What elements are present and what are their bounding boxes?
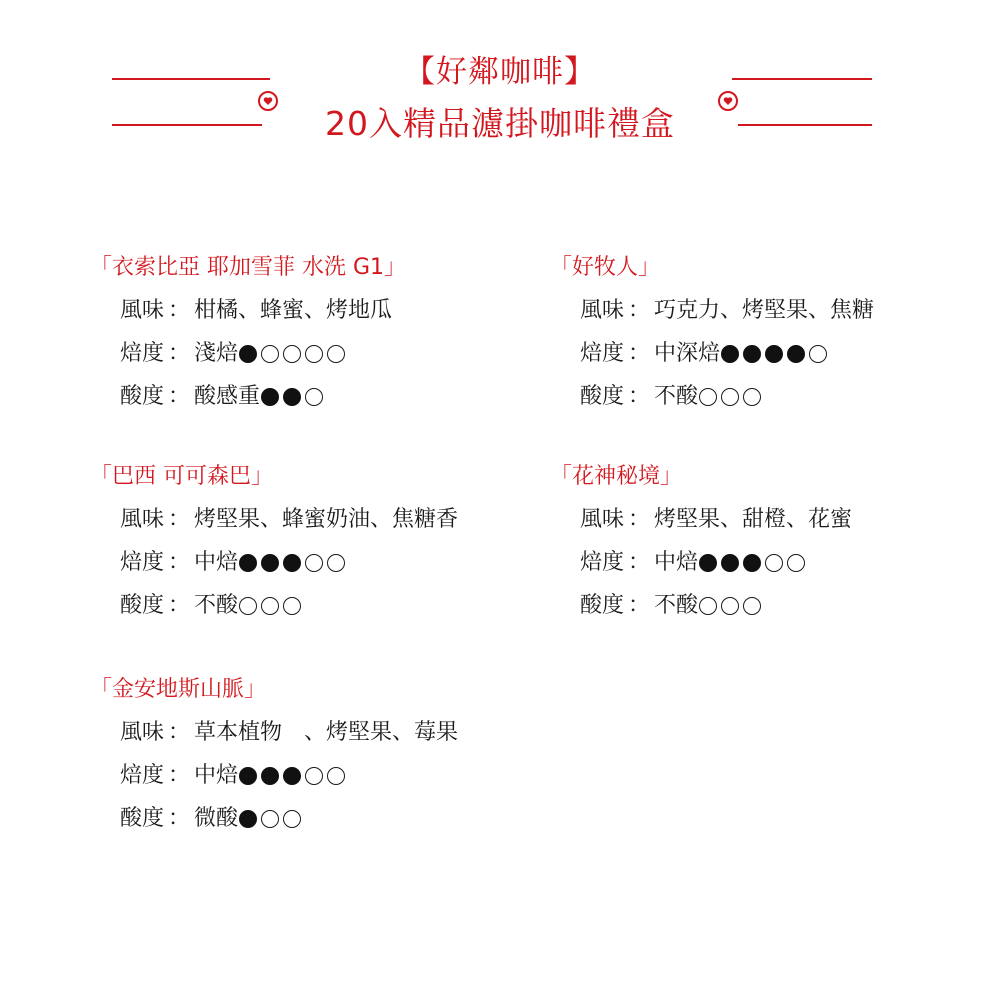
coffee-name: 「巴西 可可森巴」: [90, 464, 273, 489]
flavor-label: 風味: [580, 298, 625, 323]
roast-rating: [721, 342, 831, 372]
roast-label: 焙度: [120, 550, 165, 575]
acidity-row: [580, 382, 874, 412]
colon: ：: [628, 507, 651, 532]
rating-dot-empty: [305, 388, 323, 406]
acidity-rating: [699, 594, 765, 624]
acidity-value: 不酸: [194, 593, 239, 618]
rating-dot-empty: [699, 388, 717, 406]
rating-dot-filled: [721, 345, 739, 363]
colon: ：: [168, 507, 191, 532]
acidity-label: 酸度: [120, 593, 165, 618]
acidity-rating: [261, 385, 327, 415]
acidity-row: [120, 382, 406, 412]
colon: ：: [168, 763, 191, 788]
flavor-value: 烤堅果、蜂蜜奶油、焦糖香: [194, 507, 459, 532]
acidity-label: 酸度: [580, 384, 625, 409]
rating-dot-empty: [809, 345, 827, 363]
acidity-value: 微酸: [194, 806, 239, 831]
flavor-label: 風味: [120, 298, 165, 323]
roast-row: [120, 548, 458, 578]
rating-dot-empty: [787, 554, 805, 572]
rating-dot-filled: [239, 810, 257, 828]
roast-label: 焙度: [580, 341, 625, 366]
acidity-rating: [239, 594, 305, 624]
colon: ：: [628, 298, 651, 323]
rating-dot-empty: [721, 597, 739, 615]
roast-row: [120, 339, 406, 369]
rating-dot-empty: [721, 388, 739, 406]
roast-rating: [239, 551, 349, 581]
roast-label: 焙度: [120, 763, 165, 788]
rating-dot-empty: [283, 345, 301, 363]
colon: ：: [168, 550, 191, 575]
flavor-row: [580, 296, 874, 326]
rating-dot-empty: [283, 810, 301, 828]
rating-dot-empty: [305, 554, 323, 572]
rating-dot-filled: [699, 554, 717, 572]
rating-dot-empty: [261, 810, 279, 828]
rating-dot-filled: [283, 767, 301, 785]
rating-dot-empty: [699, 597, 717, 615]
header: [0, 0, 1000, 170]
flavor-label: 風味: [120, 507, 165, 532]
roast-value: 中焙: [194, 550, 239, 575]
rating-dot-filled: [743, 554, 761, 572]
roast-value: 淺焙: [194, 341, 239, 366]
flavor-value: 烤堅果、甜橙、花蜜: [654, 507, 853, 532]
acidity-value: 不酸: [654, 384, 699, 409]
acidity-label: 酸度: [120, 384, 165, 409]
roast-label: 焙度: [580, 550, 625, 575]
colon: ：: [628, 341, 651, 366]
colon: ：: [168, 720, 191, 745]
colon: ：: [628, 550, 651, 575]
roast-rating: [699, 551, 809, 581]
colon: ：: [168, 298, 191, 323]
rating-dot-empty: [239, 597, 257, 615]
page-title-brand: 【好鄰咖啡】: [404, 54, 596, 90]
roast-label: 焙度: [120, 341, 165, 366]
flavor-row: [120, 296, 406, 326]
acidity-label: 酸度: [120, 806, 165, 831]
rating-dot-filled: [743, 345, 761, 363]
coffee-entry: [90, 462, 459, 621]
acidity-row: [580, 591, 852, 621]
page-title-product: 20入精品濾掛咖啡禮盒: [325, 104, 675, 143]
roast-row: [580, 339, 874, 369]
rating-dot-empty: [261, 345, 279, 363]
colon: ：: [168, 806, 191, 831]
colon: ：: [628, 593, 651, 618]
rating-dot-filled: [765, 345, 783, 363]
colon: ：: [168, 341, 191, 366]
rating-dot-filled: [239, 345, 257, 363]
rating-dot-empty: [283, 597, 301, 615]
acidity-label: 酸度: [580, 593, 625, 618]
coffee-name: 「衣索比亞 耶加雪菲 水洗 G1」: [90, 255, 407, 280]
flavor-value: 巧克力、烤堅果、焦糖: [654, 298, 875, 323]
roast-value: 中深焙: [654, 341, 721, 366]
rating-dot-empty: [305, 345, 323, 363]
roast-rating: [239, 764, 349, 794]
rating-dot-empty: [261, 597, 279, 615]
flavor-row: [580, 505, 852, 535]
acidity-value: 不酸: [654, 593, 699, 618]
roast-rating: [239, 342, 349, 372]
acidity-row: [120, 804, 458, 834]
rating-dot-empty: [327, 554, 345, 572]
coffee-name: 「金安地斯山脈」: [90, 677, 267, 702]
rating-dot-empty: [743, 597, 761, 615]
flavor-value: 草本植物 、烤堅果、莓果: [194, 720, 459, 745]
rating-dot-empty: [327, 767, 345, 785]
coffee-name: 「花神秘境」: [550, 464, 683, 489]
colon: ：: [628, 384, 651, 409]
rating-dot-filled: [283, 388, 301, 406]
roast-row: [120, 761, 458, 791]
rating-dot-empty: [305, 767, 323, 785]
flavor-value: 柑橘、蜂蜜、烤地瓜: [194, 298, 393, 323]
rating-dot-empty: [743, 388, 761, 406]
rating-dot-filled: [261, 767, 279, 785]
coffee-name: 「好牧人」: [550, 255, 661, 280]
rating-dot-empty: [765, 554, 783, 572]
acidity-rating: [699, 385, 765, 415]
coffee-entry: [550, 462, 853, 621]
coffee-entry: [90, 253, 407, 412]
coffee-entry: [550, 253, 875, 412]
roast-value: 中焙: [654, 550, 699, 575]
rating-dot-filled: [787, 345, 805, 363]
rating-dot-filled: [283, 554, 301, 572]
flavor-row: [120, 505, 458, 535]
rating-dot-filled: [261, 388, 279, 406]
rating-dot-filled: [239, 767, 257, 785]
colon: ：: [168, 384, 191, 409]
flavor-label: 風味: [580, 507, 625, 532]
acidity-value: 酸感重: [194, 384, 261, 409]
acidity-rating: [239, 807, 305, 837]
colon: ：: [168, 593, 191, 618]
rating-dot-filled: [261, 554, 279, 572]
rating-dot-filled: [721, 554, 739, 572]
flavor-row: [120, 718, 458, 748]
flavor-label: 風味: [120, 720, 165, 745]
roast-row: [580, 548, 852, 578]
acidity-row: [120, 591, 458, 621]
coffee-entry: [90, 675, 459, 834]
roast-value: 中焙: [194, 763, 239, 788]
rating-dot-empty: [327, 345, 345, 363]
rating-dot-filled: [239, 554, 257, 572]
